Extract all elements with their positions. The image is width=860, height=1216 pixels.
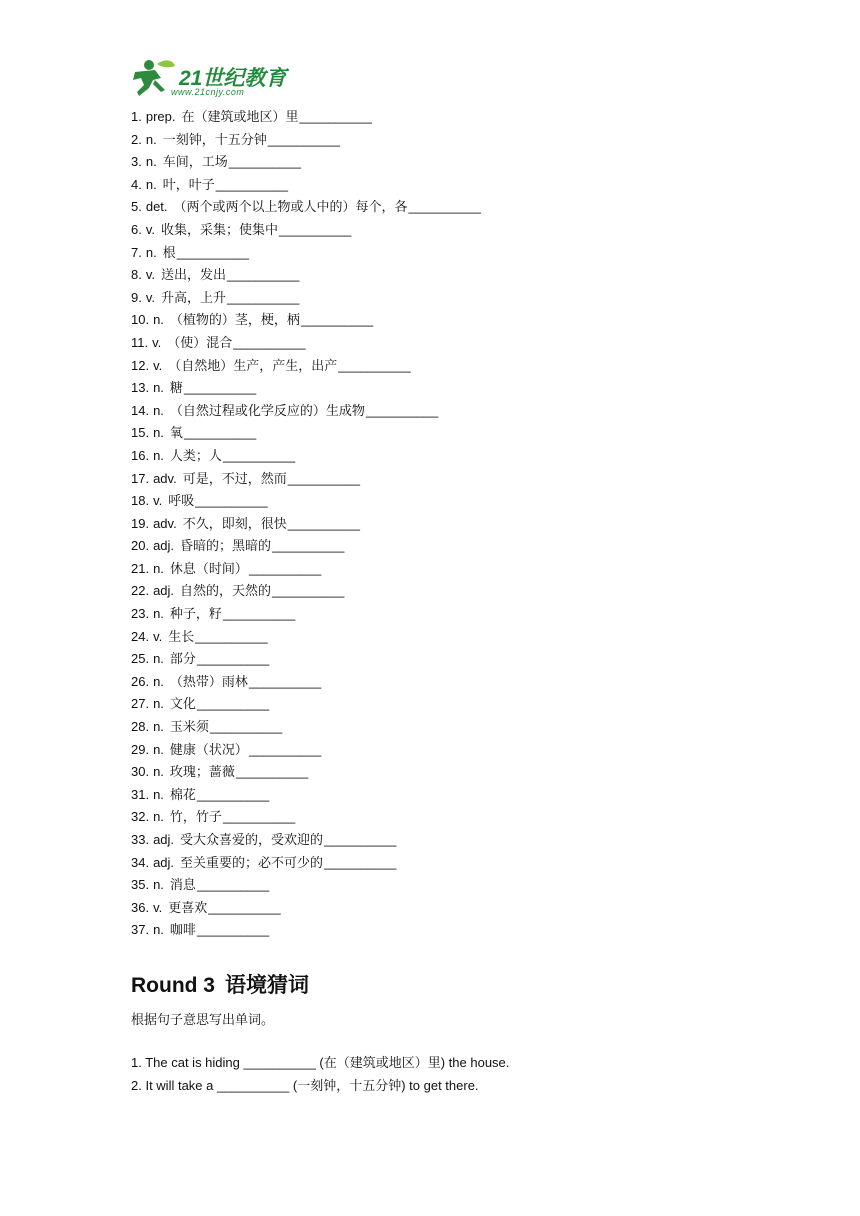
vocab-item	[131, 648, 481, 671]
vocab-number: 4.	[131, 176, 142, 192]
instruction-text: 根据句子意思写出单词。	[131, 1012, 275, 1027]
vocab-meaning: 收集，采集；使集中	[161, 221, 279, 237]
vocab-item	[131, 580, 481, 603]
vocab-number: 17.	[131, 470, 150, 486]
vocab-meaning: 竹，竹子	[169, 809, 222, 825]
vocab-item	[131, 784, 481, 807]
vocab-meaning: 休息（时间）	[169, 560, 248, 576]
vocab-blank[interactable]: __________	[338, 357, 411, 373]
vocab-meaning: 不久，即刻，很快	[182, 515, 287, 531]
section-title	[131, 969, 309, 999]
vocab-pos: adv.	[153, 470, 177, 486]
vocab-meaning: 生长	[168, 628, 195, 644]
vocab-blank[interactable]: __________	[324, 832, 397, 847]
vocab-meaning: 更喜欢	[168, 899, 208, 915]
vocab-meaning: 消息	[169, 877, 196, 893]
vocab-meaning: 根	[162, 244, 176, 260]
vocab-item	[131, 897, 481, 920]
vocab-blank[interactable]: __________	[195, 628, 268, 644]
vocab-item	[131, 693, 481, 716]
vocab-number: 30.	[131, 764, 150, 780]
vocab-number: 24.	[131, 628, 150, 644]
vocab-blank[interactable]: __________	[279, 221, 352, 237]
vocab-meaning: 叶，叶子	[162, 176, 215, 192]
vocab-meaning: 玫瑰；蔷薇	[169, 764, 235, 780]
vocab-number: 26.	[131, 673, 150, 689]
vocab-number: 13.	[131, 380, 150, 396]
vocab-number: 10.	[131, 312, 150, 328]
vocab-meaning: 升高，上升	[161, 289, 227, 305]
vocab-number: 2.	[131, 131, 142, 147]
vocab-number: 22.	[131, 583, 150, 599]
vocab-meaning: 人类；人	[169, 447, 222, 463]
vocab-pos: n.	[153, 877, 164, 893]
vocab-number: 32.	[131, 809, 150, 825]
vocab-pos: n.	[153, 402, 164, 418]
vocab-pos: v.	[153, 628, 163, 644]
vocab-pos: n.	[145, 131, 157, 147]
vocab-blank[interactable]: __________	[365, 402, 439, 418]
vocab-item	[131, 400, 481, 423]
vocab-pos: adv.	[153, 515, 177, 531]
vocab-meaning: 在（建筑或地区）里	[181, 109, 299, 124]
vocab-meaning: 可是，不过，然而	[182, 470, 287, 486]
sentence-list	[131, 1052, 509, 1097]
vocab-meaning: 一刻钟，十五分钟	[162, 131, 267, 147]
vocab-number: 11.	[131, 334, 149, 350]
vocab-meaning: 部分	[169, 651, 196, 667]
vocab-blank[interactable]: __________	[196, 651, 270, 667]
vocab-meaning: （两个或两个以上物或人中的）每个，各	[173, 199, 408, 215]
vocab-blank[interactable]: __________	[196, 877, 270, 893]
vocab-blank[interactable]: __________	[183, 380, 257, 396]
vocab-blank[interactable]: __________	[196, 696, 270, 712]
vocab-meaning: 文化	[169, 696, 196, 712]
vocab-pos: n.	[153, 741, 164, 757]
vocab-number: 20.	[131, 538, 150, 554]
vocab-item	[131, 377, 481, 400]
vocab-meaning: （自然过程或化学反应的）生成物	[169, 402, 365, 418]
vocab-blank[interactable]: __________	[300, 312, 374, 328]
vocab-number: 36.	[131, 899, 150, 915]
vocab-number: 18.	[131, 493, 150, 509]
vocab-pos: adj.	[153, 538, 175, 554]
vocab-item	[131, 874, 481, 897]
vocab-number: 29.	[131, 741, 150, 757]
vocab-blank[interactable]: __________	[272, 538, 345, 554]
vocab-pos: n.	[153, 312, 164, 328]
vocab-number: 19.	[131, 515, 150, 531]
vocab-blank[interactable]: __________	[176, 244, 250, 260]
vocab-item	[131, 716, 481, 739]
vocab-pos: v.	[153, 357, 163, 373]
vocab-meaning: 氧	[169, 425, 183, 441]
vocab-item	[131, 558, 481, 581]
vocab-blank[interactable]: __________	[222, 447, 296, 463]
vocab-item	[131, 129, 481, 152]
vocab-item	[131, 761, 481, 784]
vocab-pos: n.	[153, 922, 164, 938]
vocab-item	[131, 671, 481, 694]
vocab-pos: n.	[153, 764, 164, 780]
vocab-number: 8.	[131, 267, 142, 283]
vocab-number: 37.	[131, 922, 150, 938]
vocab-meaning: 棉花	[169, 786, 196, 802]
vocab-pos: n.	[153, 425, 164, 441]
vocab-blank[interactable]: __________	[222, 809, 296, 825]
vocab-blank[interactable]: __________	[267, 131, 341, 147]
vocab-pos: det.	[145, 199, 168, 215]
vocab-item	[131, 287, 481, 310]
logo	[127, 58, 297, 100]
vocab-meaning: 种子，籽	[169, 606, 222, 622]
vocab-blank[interactable]: __________	[299, 109, 372, 124]
vocab-number: 3.	[131, 154, 142, 170]
vocab-blank[interactable]: __________	[196, 922, 270, 938]
vocab-number: 35.	[131, 877, 150, 893]
vocab-item	[131, 445, 481, 468]
vocab-blank[interactable]: __________	[215, 176, 289, 192]
vocab-item	[131, 332, 481, 355]
vocab-item	[131, 806, 481, 829]
vocab-item	[131, 513, 481, 536]
vocab-item	[131, 264, 481, 287]
vocab-item	[131, 151, 481, 174]
vocab-blank[interactable]: __________	[227, 267, 300, 283]
sentence-item: 1. The cat is hiding __________ (在（建筑或地区）里) the house.	[131, 1055, 510, 1070]
section-title-zh: 语境猜词	[225, 974, 309, 997]
vocab-meaning: 昏暗的；黑暗的	[180, 538, 272, 554]
vocab-number: 7.	[131, 244, 142, 260]
vocab-number: 27.	[131, 696, 150, 712]
vocab-pos: n.	[153, 560, 164, 576]
vocab-number: 15.	[131, 425, 150, 441]
vocab-meaning: 健康（状况）	[169, 741, 248, 757]
sentence-item: 2. It will take a __________ (一刻钟，十五分钟) to get there.	[131, 1077, 479, 1093]
vocab-item	[131, 829, 481, 852]
vocab-item	[131, 355, 481, 378]
vocab-number: 25.	[131, 651, 150, 667]
vocab-number: 28.	[131, 719, 150, 735]
vocab-blank[interactable]: __________	[227, 289, 300, 305]
vocab-meaning: 车间，工场	[162, 154, 228, 170]
vocab-blank[interactable]: __________	[248, 673, 322, 689]
vocab-meaning: （使）混合	[167, 334, 233, 350]
vocab-pos: adj.	[153, 854, 175, 870]
vocab-meaning: 糖	[169, 380, 183, 396]
logo-brand-text: 21世纪教育	[179, 67, 287, 90]
vocab-pos: prep.	[145, 109, 176, 124]
vocab-pos: adj.	[153, 832, 175, 847]
vocab-blank[interactable]: __________	[195, 493, 268, 509]
vocab-pos: n.	[153, 673, 164, 689]
vocab-blank[interactable]: __________	[196, 786, 270, 802]
vocab-number: 14.	[131, 402, 150, 418]
vocab-pos: n.	[145, 244, 157, 260]
vocab-meaning: 自然的，天然的	[180, 583, 272, 599]
vocab-meaning: 送出，发出	[161, 267, 227, 283]
vocab-blank[interactable]: __________	[228, 154, 302, 170]
vocab-number: 16.	[131, 447, 150, 463]
vocab-number: 9.	[131, 289, 142, 305]
vocab-number: 34.	[131, 854, 150, 870]
vocab-pos: v.	[152, 334, 162, 350]
vocab-number: 12.	[131, 357, 150, 373]
vocab-blank[interactable]: __________	[287, 470, 361, 486]
vocab-blank[interactable]: __________	[272, 583, 345, 599]
vocab-item	[131, 309, 481, 332]
vocab-pos: n.	[153, 447, 164, 463]
vocab-meaning: 咖啡	[169, 922, 196, 938]
vocab-meaning: （热带）雨林	[169, 673, 248, 689]
vocab-item	[131, 174, 481, 197]
vocab-pos: n.	[153, 719, 164, 735]
vocab-blank[interactable]: __________	[233, 334, 306, 350]
vocab-pos: n.	[145, 176, 157, 192]
vocab-meaning: （植物的）茎，梗，柄	[169, 312, 300, 328]
vocab-item	[131, 219, 481, 242]
vocab-meaning: 至关重要的；必不可少的	[180, 854, 324, 870]
vocab-item	[131, 468, 481, 491]
vocab-blank[interactable]: __________	[248, 741, 322, 757]
vocab-number: 31.	[131, 786, 150, 802]
vocab-item	[131, 852, 481, 875]
vocab-number: 6.	[131, 221, 142, 237]
vocab-list	[131, 106, 481, 942]
vocab-blank[interactable]: __________	[183, 425, 257, 441]
vocab-pos: n.	[153, 606, 164, 622]
vocab-number: 1.	[131, 109, 142, 124]
vocab-pos: v.	[145, 221, 155, 237]
vocab-item	[131, 490, 481, 513]
vocab-number: 33.	[131, 832, 150, 847]
vocab-pos: adj.	[153, 583, 175, 599]
vocab-pos: n.	[153, 809, 164, 825]
vocab-item	[131, 106, 481, 129]
vocab-pos: n.	[153, 786, 164, 802]
section-title-en: Round 3	[131, 974, 215, 997]
vocab-blank[interactable]: __________	[248, 560, 322, 576]
vocab-blank[interactable]: __________	[208, 899, 281, 915]
vocab-pos: v.	[145, 267, 155, 283]
vocab-item	[131, 739, 481, 762]
vocab-number: 5.	[131, 199, 142, 215]
vocab-pos: v.	[153, 493, 163, 509]
vocab-pos: n.	[153, 696, 164, 712]
vocab-blank[interactable]: __________	[222, 606, 296, 622]
vocab-item	[131, 422, 481, 445]
vocab-item	[131, 919, 481, 942]
vocab-meaning: 呼吸	[168, 493, 195, 509]
vocab-item	[131, 196, 481, 219]
vocab-blank[interactable]: __________	[209, 719, 283, 735]
vocab-pos: v.	[145, 289, 155, 305]
vocab-meaning: 受大众喜爱的，受欢迎的	[180, 832, 324, 847]
vocab-meaning: 玉米须	[169, 719, 209, 735]
vocab-blank[interactable]: __________	[287, 515, 361, 531]
vocab-number: 23.	[131, 606, 150, 622]
vocab-item	[131, 603, 481, 626]
vocab-meaning: （自然地）生产，产生，出产	[168, 357, 338, 373]
vocab-number: 21.	[131, 560, 150, 576]
vocab-pos: n.	[153, 380, 164, 396]
vocab-item	[131, 626, 481, 649]
logo-url-text: www.21cnjy.com	[171, 87, 245, 97]
vocab-item	[131, 535, 481, 558]
vocab-blank[interactable]: __________	[408, 199, 481, 215]
vocab-blank[interactable]: __________	[324, 854, 397, 870]
vocab-pos: n.	[153, 651, 164, 667]
vocab-pos: v.	[153, 899, 163, 915]
vocab-pos: n.	[145, 154, 157, 170]
vocab-blank[interactable]: __________	[235, 764, 309, 780]
vocab-item	[131, 242, 481, 265]
